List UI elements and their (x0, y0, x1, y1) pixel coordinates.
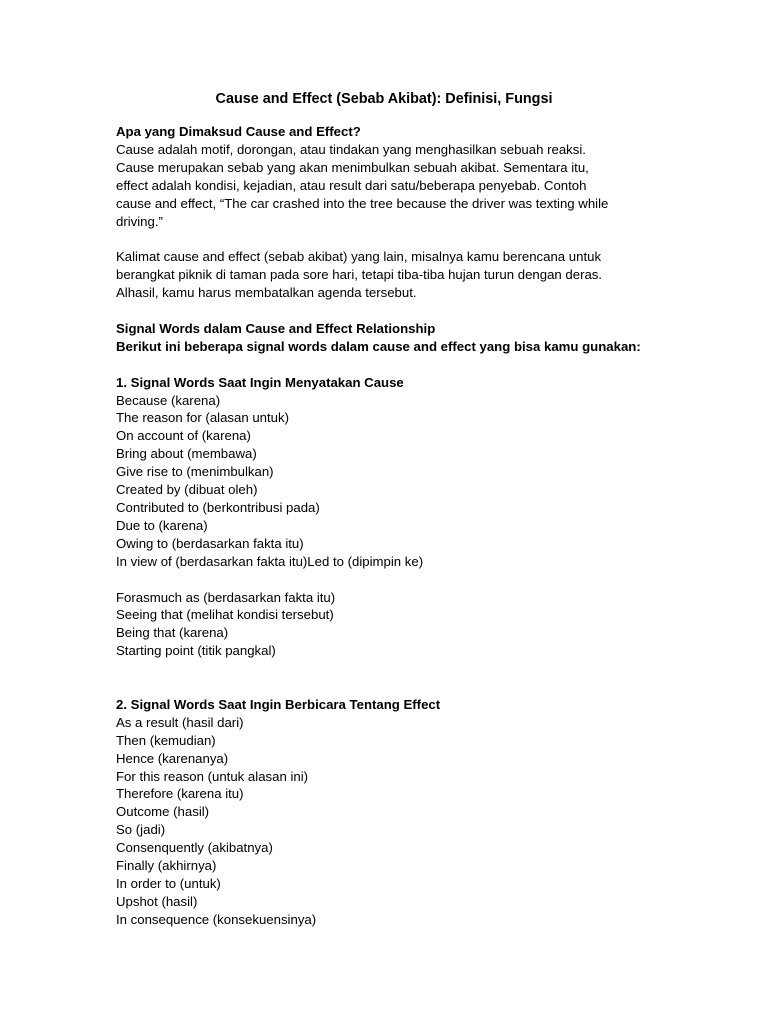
intro-line: Cause merupakan sebab yang akan menimbulkan sebuah akibat. Sementara itu, (116, 159, 589, 175)
cause-section-heading: 1. Signal Words Saat Ingin Menyatakan Cause (116, 374, 404, 390)
signal-subheading: Berikut ini beberapa signal words dalam cause and effect yang bisa kamu gunakan: (116, 338, 641, 354)
effect-item: Finally (akhirnya) (116, 858, 217, 874)
effect-item: Consenquently (akibatnya) (116, 840, 273, 856)
cause-item: Give rise to (menimbulkan) (116, 464, 274, 480)
effect-item: In order to (untuk) (116, 875, 221, 891)
cause-item: Bring about (membawa) (116, 446, 257, 462)
paragraph-spacer (116, 571, 676, 589)
example-line: Kalimat cause and effect (sebab akibat) yang lain, misalnya kamu berencana untuk (116, 249, 602, 265)
effect-item: Therefore (karena itu) (116, 786, 244, 802)
cause-item: Owing to (berdasarkan fakta itu) (116, 535, 304, 551)
effect-item: Outcome (hasil) (116, 804, 210, 820)
effect-item: For this reason (untuk alasan ini) (116, 768, 309, 784)
effect-section-heading: 2. Signal Words Saat Ingin Berbicara Tentang Effect (116, 696, 441, 712)
cause-item: Created by (dibuat oleh) (116, 482, 258, 498)
cause-item: Due to (karena) (116, 517, 208, 533)
paragraph-spacer (116, 660, 676, 696)
intro-heading: Apa yang Dimaksud Cause and Effect? (116, 124, 361, 139)
intro-line: effect adalah kondisi, kejadian, atau result dari satu/beberapa penyebab. Contoh (116, 177, 587, 193)
cause-item: Being that (karena) (116, 625, 229, 641)
cause-item: Because (karena) (116, 392, 221, 408)
effect-item: Hence (karenanya) (116, 750, 229, 766)
cause-item: Forasmuch as (berdasarkan fakta itu) (116, 589, 336, 605)
signal-heading: Signal Words dalam Cause and Effect Relationship (116, 320, 436, 336)
cause-item: In view of (berdasarkan fakta itu)Led to (dipimpin ke) (116, 553, 424, 569)
document-body (116, 123, 676, 929)
effect-item: As a result (hasil dari) (116, 714, 244, 730)
cause-item: The reason for (alasan untuk) (116, 410, 289, 426)
effect-item: Then (kemudian) (116, 732, 216, 748)
example-line: Alhasil, kamu harus membatalkan agenda tersebut. (116, 285, 417, 301)
intro-line: cause and effect, “The car crashed into the tree because the driver was texting while (116, 195, 609, 211)
effect-item: In consequence (konsekuensinya) (116, 911, 317, 927)
example-line: berangkat piknik di taman pada sore hari, tetapi tiba-tiba hujan turun dengan deras. (116, 267, 603, 283)
effect-item: Upshot (hasil) (116, 893, 198, 909)
cause-item: Seeing that (melihat kondisi tersebut) (116, 607, 334, 623)
cause-item: Starting point (titik pangkal) (116, 643, 276, 659)
paragraph-spacer (116, 230, 676, 248)
effect-item: So (jadi) (116, 822, 166, 838)
cause-item: On account of (karena) (116, 428, 251, 444)
cause-item: Contributed to (berkontribusi pada) (116, 499, 320, 515)
paragraph-spacer (116, 302, 676, 320)
intro-line: driving.” (116, 213, 163, 229)
paragraph-spacer (116, 356, 676, 374)
intro-line: Cause adalah motif, dorongan, atau tindakan yang menghasilkan sebuah reaksi. (116, 141, 586, 157)
document-title: Cause and Effect (Sebab Akibat): Definisi, Fungsi (215, 91, 553, 107)
